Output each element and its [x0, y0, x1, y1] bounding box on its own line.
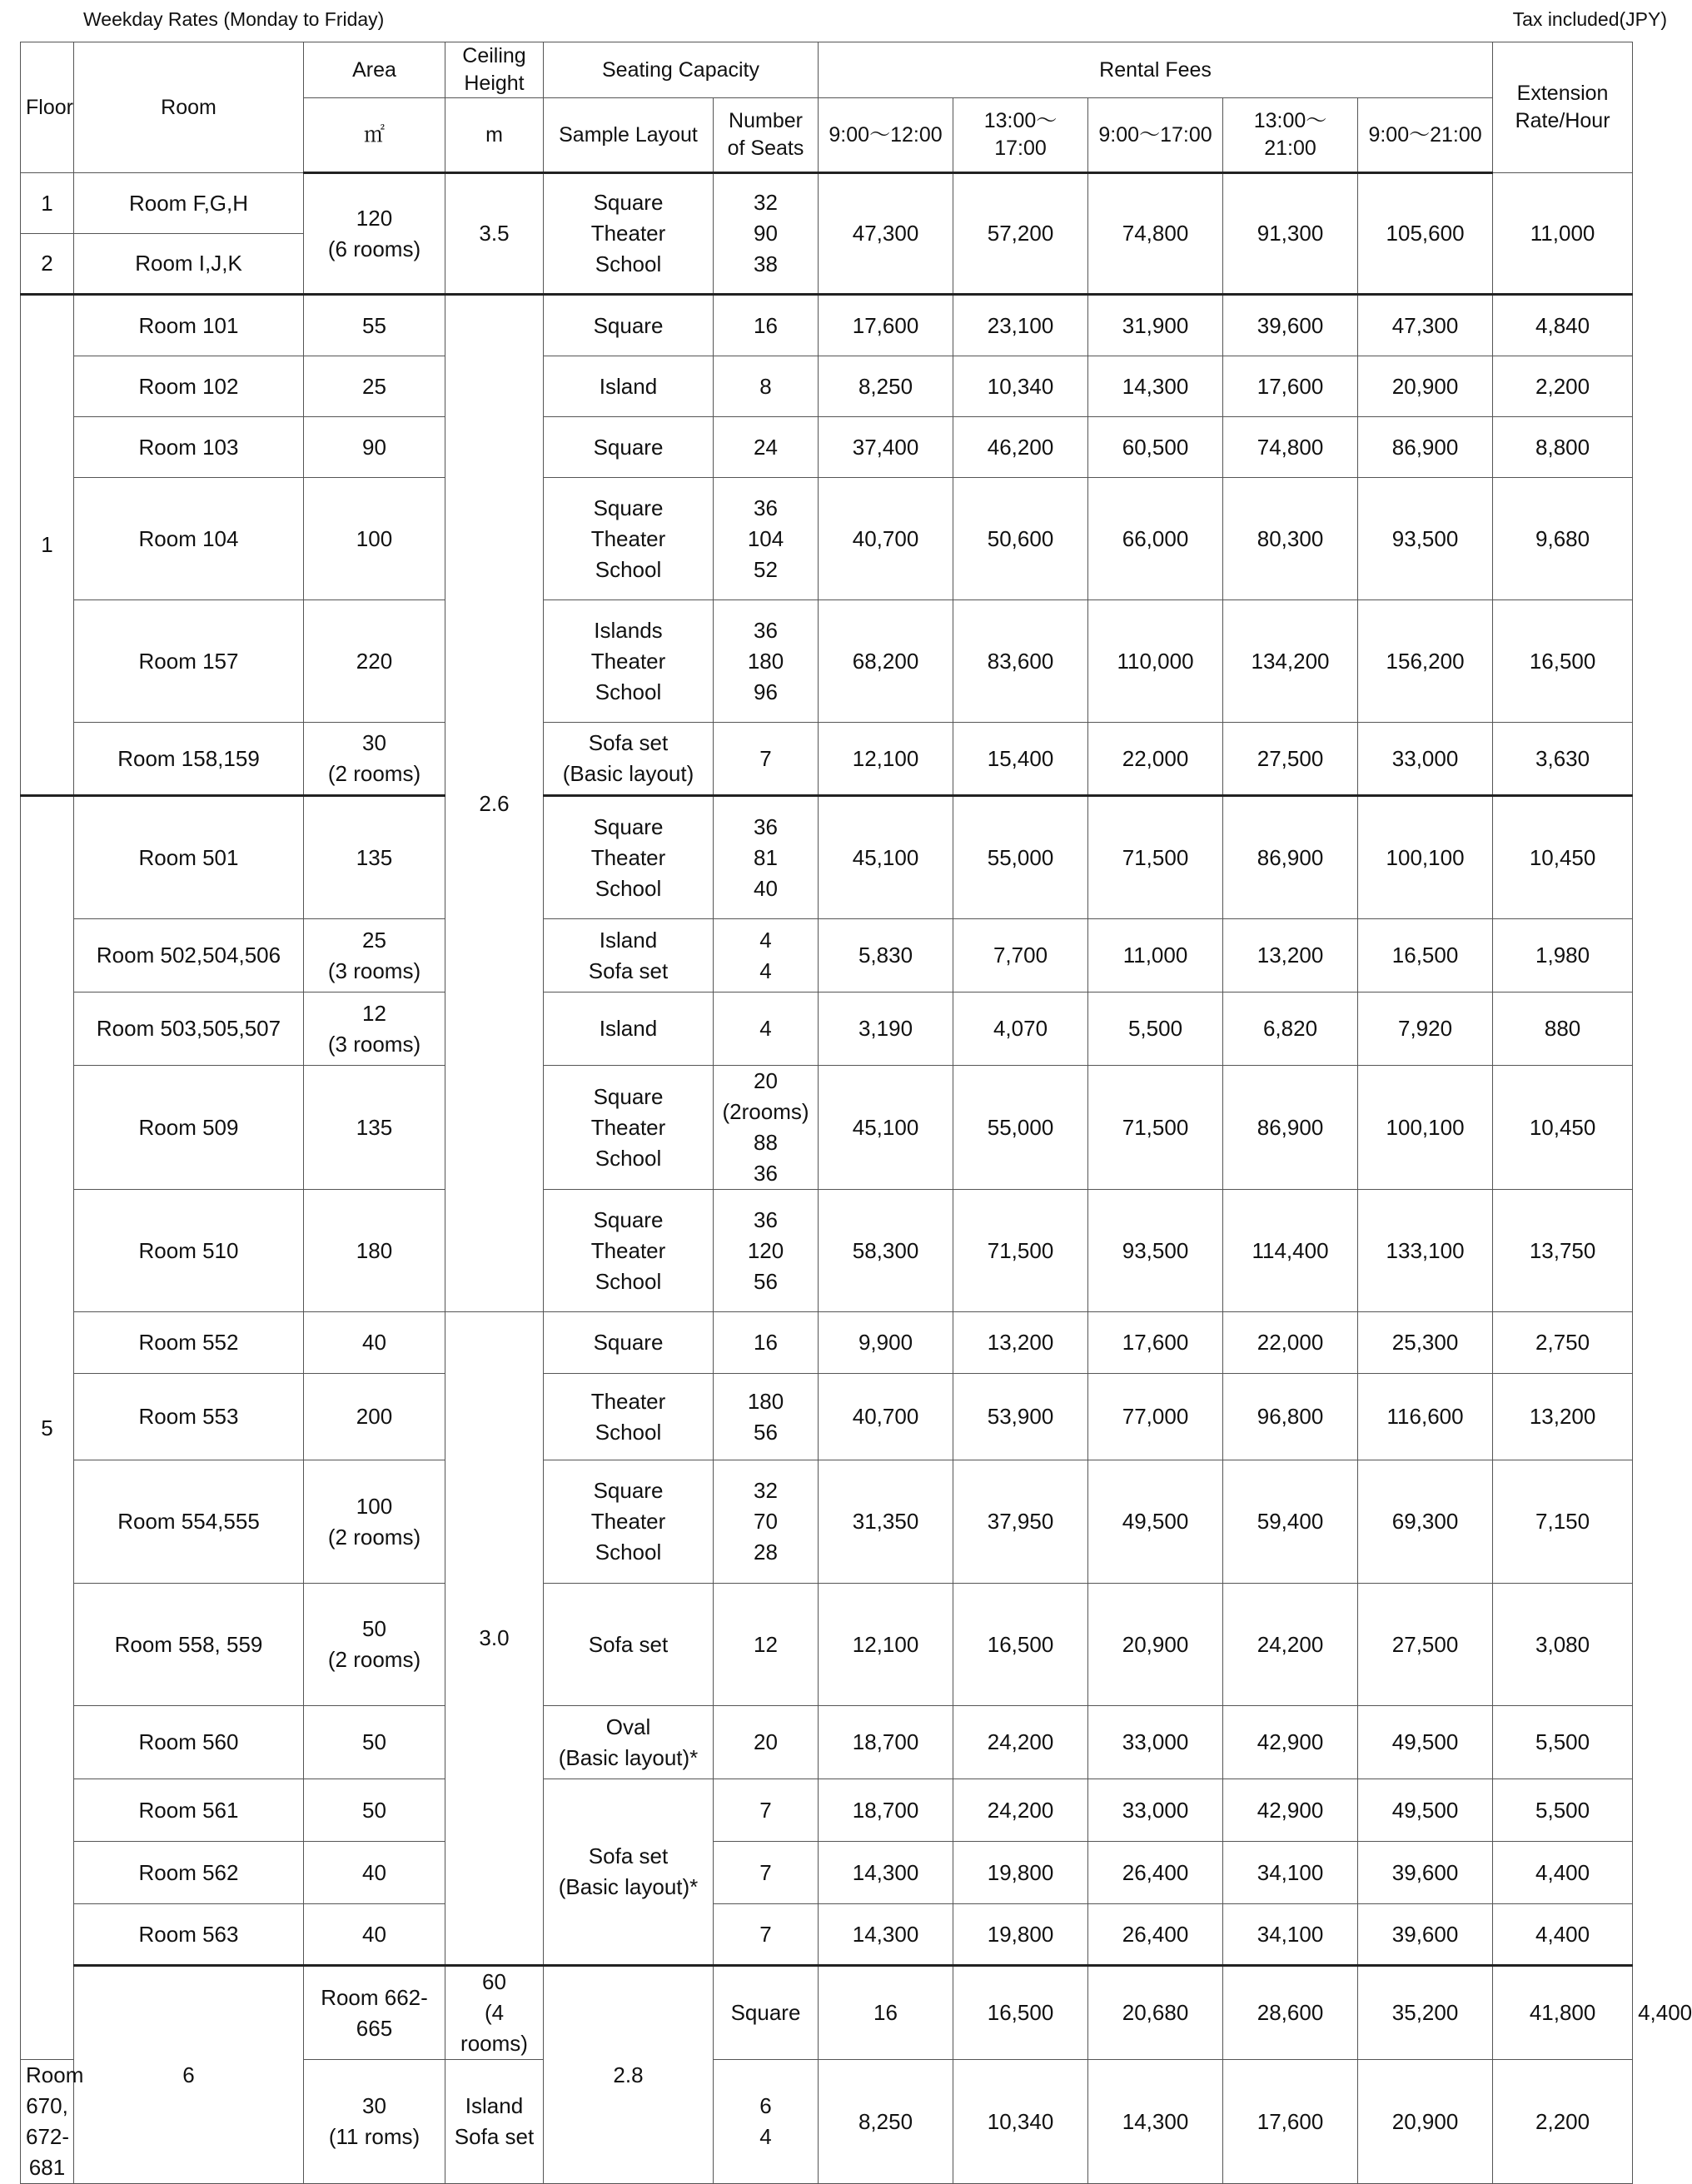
fee-cell: 20,900	[1358, 2060, 1493, 2184]
room-name: Room 103	[74, 417, 304, 478]
floor-cell: 6	[74, 1966, 304, 2184]
seats-cell: 20 (2rooms) 88 36	[714, 1066, 819, 1190]
fee-cell: 13,200	[953, 1312, 1088, 1374]
tax-note: Tax included(JPY)	[1512, 8, 1667, 30]
fee-cell: 49,500	[1358, 1779, 1493, 1842]
area-cell: 12 (3 rooms)	[304, 993, 445, 1066]
fee-cell: 46,200	[953, 417, 1088, 478]
fee-cell: 68,200	[819, 600, 953, 723]
fee-cell: 49,500	[1088, 1460, 1223, 1584]
fee-cell: 24,200	[1223, 1584, 1358, 1706]
fee-cell: 71,500	[1088, 796, 1223, 919]
slot-header: 13:00～17:00	[953, 98, 1088, 173]
room-name: Room F,G,H	[74, 173, 304, 234]
fee-cell: 34,100	[1223, 1842, 1358, 1904]
extension-cell: 3,630	[1493, 723, 1633, 796]
fee-cell: 14,300	[819, 1904, 953, 1966]
seats-cell: 4 4	[714, 919, 819, 993]
fee-cell: 24,200	[953, 1706, 1088, 1779]
fee-cell: 105,600	[1358, 173, 1493, 295]
room-name: Room 102	[74, 356, 304, 417]
room-name: Room 563	[74, 1904, 304, 1966]
fee-cell: 33,000	[1088, 1779, 1223, 1842]
room-name: Room 561	[74, 1779, 304, 1842]
fee-cell: 66,000	[1088, 478, 1223, 600]
extension-cell: 9,680	[1493, 478, 1633, 600]
fee-cell: 26,400	[1088, 1904, 1223, 1966]
area-cell: 25	[304, 356, 445, 417]
fee-cell: 134,200	[1223, 600, 1358, 723]
extension-cell: 1,980	[1493, 919, 1633, 993]
extension-cell: 10,450	[1493, 1066, 1633, 1190]
layout-cell: Islands Theater School	[544, 600, 714, 723]
room-name: Room 662-665	[304, 1966, 445, 2060]
layout-cell: Square Theater School	[544, 1460, 714, 1584]
layout-cell: Square Theater School	[544, 478, 714, 600]
fee-cell: 26,400	[1088, 1842, 1223, 1904]
area-cell: 90	[304, 417, 445, 478]
ceiling-cell: 3.5	[445, 173, 544, 295]
extension-cell: 10,450	[1493, 796, 1633, 919]
fee-cell: 22,000	[1223, 1312, 1358, 1374]
room-name: Room 510	[74, 1190, 304, 1312]
area-cell: 100	[304, 478, 445, 600]
layout-cell: Square Theater School	[544, 173, 714, 295]
fee-cell: 25,300	[1358, 1312, 1493, 1374]
fee-cell: 5,500	[1088, 993, 1223, 1066]
area-cell: 40	[304, 1312, 445, 1374]
fee-cell: 116,600	[1358, 1374, 1493, 1460]
fee-cell: 40,700	[819, 1374, 953, 1460]
seats-cell: 16	[714, 1312, 819, 1374]
extension-cell: 4,400	[1493, 1904, 1633, 1966]
layout-cell: Square	[544, 417, 714, 478]
fee-cell: 96,800	[1223, 1374, 1358, 1460]
fee-cell: 39,600	[1358, 1904, 1493, 1966]
ceiling-cell: 2.8	[544, 1966, 714, 2184]
seats-cell: 8	[714, 356, 819, 417]
extension-cell: 13,200	[1493, 1374, 1633, 1460]
floor-cell: 2	[21, 234, 74, 295]
fee-cell: 27,500	[1358, 1584, 1493, 1706]
area-cell: 30 (11 roms)	[304, 2060, 445, 2184]
room-name: Room 553	[74, 1374, 304, 1460]
room-name: Room 562	[74, 1842, 304, 1904]
fee-cell: 37,950	[953, 1460, 1088, 1584]
slot-header: 9:00～21:00	[1358, 98, 1493, 173]
fee-cell: 50,600	[953, 478, 1088, 600]
extension-cell: 13,750	[1493, 1190, 1633, 1312]
fee-cell: 33,000	[1358, 723, 1493, 796]
fee-cell: 42,900	[1223, 1779, 1358, 1842]
fee-cell: 15,400	[953, 723, 1088, 796]
fee-cell: 71,500	[1088, 1066, 1223, 1190]
extension-cell: 16,500	[1493, 600, 1633, 723]
room-name: Room 554,555	[74, 1460, 304, 1584]
layout-cell: Square	[544, 1312, 714, 1374]
fee-cell: 14,300	[819, 1842, 953, 1904]
room-name: Room 503,505,507	[74, 993, 304, 1066]
area-cell: 55	[304, 295, 445, 356]
extension-cell: 5,500	[1493, 1779, 1633, 1842]
area-cell: 50	[304, 1706, 445, 1779]
fee-cell: 57,200	[953, 173, 1088, 295]
fee-cell: 114,400	[1223, 1190, 1358, 1312]
fee-cell: 40,700	[819, 478, 953, 600]
fee-cell: 91,300	[1223, 173, 1358, 295]
fee-cell: 16,500	[953, 1584, 1088, 1706]
room-name: Room 104	[74, 478, 304, 600]
area-cell: 40	[304, 1842, 445, 1904]
extension-cell: 3,080	[1493, 1584, 1633, 1706]
extension-cell: 4,400	[1493, 1842, 1633, 1904]
seats-cell: 16	[819, 1966, 953, 2060]
seats-cell: 7	[714, 723, 819, 796]
fee-cell: 18,700	[819, 1706, 953, 1779]
room-name: Room 158,159	[74, 723, 304, 796]
fee-cell: 4,070	[953, 993, 1088, 1066]
area-cell: 60 (4 rooms)	[445, 1966, 544, 2060]
fee-cell: 17,600	[1223, 2060, 1358, 2184]
area-cell: 40	[304, 1904, 445, 1966]
fee-cell: 37,400	[819, 417, 953, 478]
fee-cell: 7,700	[953, 919, 1088, 993]
fee-cell: 39,600	[1223, 295, 1358, 356]
fee-cell: 86,900	[1223, 796, 1358, 919]
extension-cell: 11,000	[1493, 173, 1633, 295]
floor-header: Floor	[21, 42, 74, 173]
room-name: Room 509	[74, 1066, 304, 1190]
fee-cell: 59,400	[1223, 1460, 1358, 1584]
layout-cell: Square	[714, 1966, 819, 2060]
fee-cell: 35,200	[1358, 1966, 1493, 2060]
fee-cell: 11,000	[1088, 919, 1223, 993]
area-cell: 50 (2 rooms)	[304, 1584, 445, 1706]
fee-cell: 17,600	[1223, 356, 1358, 417]
fee-cell: 7,920	[1358, 993, 1493, 1066]
seats-cell: 6 4	[714, 2060, 819, 2184]
fee-cell: 20,900	[1088, 1584, 1223, 1706]
fee-cell: 16,500	[953, 1966, 1088, 2060]
layout-cell: Square Theater School	[544, 1066, 714, 1190]
fee-cell: 3,190	[819, 993, 953, 1066]
slot-header: 9:00～12:00	[819, 98, 953, 173]
room-name: Room 560	[74, 1706, 304, 1779]
fee-cell: 49,500	[1358, 1706, 1493, 1779]
fee-cell: 55,000	[953, 796, 1088, 919]
layout-cell: Square	[544, 295, 714, 356]
fee-cell: 58,300	[819, 1190, 953, 1312]
seats-cell: 20	[714, 1706, 819, 1779]
fee-cell: 71,500	[953, 1190, 1088, 1312]
fee-cell: 20,680	[1088, 1966, 1223, 2060]
layout-cell: Island	[544, 356, 714, 417]
slot-header: 9:00～17:00	[1088, 98, 1223, 173]
room-name: Room 501	[74, 796, 304, 919]
ceiling-unit: m	[445, 98, 544, 173]
fee-cell: 86,900	[1223, 1066, 1358, 1190]
room-name: Room 502,504,506	[74, 919, 304, 993]
layout-cell: Square Theater School	[544, 1190, 714, 1312]
ceiling-cell: 2.6	[445, 295, 544, 1312]
table-caption: Weekday Rates (Monday to Friday)	[83, 8, 385, 30]
area-cell: 25 (3 rooms)	[304, 919, 445, 993]
layout-cell: Square Theater School	[544, 796, 714, 919]
fee-cell: 5,830	[819, 919, 953, 993]
fee-cell: 156,200	[1358, 600, 1493, 723]
extension-cell: 4,840	[1493, 295, 1633, 356]
fee-cell: 19,800	[953, 1904, 1088, 1966]
fees-header: Rental Fees	[819, 42, 1493, 98]
extension-cell: 2,200	[1493, 356, 1633, 417]
fee-cell: 6,820	[1223, 993, 1358, 1066]
area-cell: 200	[304, 1374, 445, 1460]
fee-cell: 100,100	[1358, 796, 1493, 919]
area-cell: 30 (2 rooms)	[304, 723, 445, 796]
seating-header: Seating Capacity	[544, 42, 819, 98]
layout-cell: Sofa set (Basic layout)	[544, 723, 714, 796]
area-header: Area	[304, 42, 445, 98]
fee-cell: 23,100	[953, 295, 1088, 356]
room-name: Room 157	[74, 600, 304, 723]
floor-cell: 1	[21, 173, 74, 234]
fee-cell: 28,600	[1223, 1966, 1358, 2060]
seats-cell: 36 104 52	[714, 478, 819, 600]
seats-cell: 24	[714, 417, 819, 478]
fee-cell: 55,000	[953, 1066, 1088, 1190]
extension-cell: 8,800	[1493, 417, 1633, 478]
fee-cell: 39,600	[1358, 1842, 1493, 1904]
layout-cell: Island Sofa set	[445, 2060, 544, 2184]
seats-cell: 7	[714, 1779, 819, 1842]
extension-cell: 7,150	[1493, 1460, 1633, 1584]
layout-cell: Oval (Basic layout)*	[544, 1706, 714, 1779]
area-cell: 135	[304, 796, 445, 919]
seats-cell: 32 70 28	[714, 1460, 819, 1584]
extension-cell: 880	[1493, 993, 1633, 1066]
room-name: Room 101	[74, 295, 304, 356]
extension-header: Extension Rate/Hour	[1493, 42, 1633, 173]
fee-cell: 31,900	[1088, 295, 1223, 356]
fee-cell: 12,100	[819, 723, 953, 796]
fee-cell: 10,340	[953, 356, 1088, 417]
fee-cell: 17,600	[819, 295, 953, 356]
fee-cell: 17,600	[1088, 1312, 1223, 1374]
area-unit: ㎡	[304, 98, 445, 173]
seats-cell: 4	[714, 993, 819, 1066]
fee-cell: 74,800	[1223, 417, 1358, 478]
fee-cell: 8,250	[819, 2060, 953, 2184]
extension-cell: 2,750	[1493, 1312, 1633, 1374]
layout-cell: Sofa set	[544, 1584, 714, 1706]
fee-cell: 93,500	[1088, 1190, 1223, 1312]
fee-cell: 133,100	[1358, 1190, 1493, 1312]
room-header: Room	[74, 42, 304, 173]
fee-cell: 8,250	[819, 356, 953, 417]
fee-cell: 69,300	[1358, 1460, 1493, 1584]
seats-cell: 36 81 40	[714, 796, 819, 919]
area-cell: 120 (6 rooms)	[304, 173, 445, 295]
fee-cell: 110,000	[1088, 600, 1223, 723]
fee-cell: 10,340	[953, 2060, 1088, 2184]
weekday-rates-table: Floor Room Area Ceiling Height Seating Capacity Rental Fees Extension Rate/Hour ㎡ m Sample Layout Number of Seats 9:00～12:00 13:00～17:00 9:00～17:00 13:00～21:00 9:00～21:00 1 Room F,G,H 120 (6 rooms) 3.5 Square Theater School 32 90 38 47,300 57,200 74,800 91,300 105,600 11,000 2 Room I,J,K 1 Room 101 55 2.6 Square 16 17,600 23,100 31,900 39,600 47,300 4,840 Room 102 25 Island 8 8,250 10,340 14,300 17,600 20,900 2,200 Room 103 90 Square 24 37,400 46,200 60,500 74,800 86,900 8,800 Room 104 100 Square Theater School 36 104 52 40,700 50,600 66,000 80,300 93,500 9,680 Room 157 220 Islands Theater School 36 180 96 68,200 83,600 110,000 134,200 156,200 16,500 Room 158,159 30 (2 rooms) Sofa set (Basic layout) 7 12,100 15,400 22,000 27,500 33,000 3,630 5 Room 501 135 Square Theater School 36 81 40 45,100 55,000 71,500 86,900 100,100 10,450 Room 502,504,506 25 (3 rooms) Island Sofa set 4 4 5,830 7,700 11,000 13,200 16,500 1,980 Room 503,505,507 12 (3 rooms) Island 4 3,190 4,070 5,500 6,820 7,920 880 Room 509 135 Square Theater School 20 (2rooms) 88 36 45,100 55,000 71,500 86,900 100,100 10,450 Room 510 180 Square Theater School 36 120 56 58,300 71,500 93,500 114,400 133,100 13,750 Room 552 40 3.0 Square 16 9,900 13,200 17,600 22,000 25,300 2,750 Room 553 200 Theater School 180 56 40,700 53,900 77,000 96,800 116,600 13,200 Room 554,555 100 (2 rooms) Square Theater School 32 70 28 31,350 37,950 49,500 59,400 69,300 7,150 Room 558, 559 50 (2 rooms) Sofa set 12 12,100 16,500 20,900 24,200 27,500 3,080 Room 560 50 Oval (Basic layout)* 20 18,700 24,200 33,000 42,900 49,500 5,500 Room 561 50 Sofa set (Basic layout)* 7 18,700 24,200 33,000 42,900 49,500 5,500 Room 562 40 7 14,300 19,800 26,400 34,100 39,600 4,400 Room 563 40 7 14,300 19,800 26,400 34,100 39,600 4,400 6 Room 662-665 60 (4 rooms) 2.8 Square 16 16,500 20,680 28,600 35,200 41,800 4,400 Room 670, 672-681 30 (11 roms) Island Sofa set 6 4 8,250 10,340 14,300 17,600 20,900 2,200	[20, 42, 1633, 2184]
fee-cell: 14,300	[1088, 356, 1223, 417]
room-name: Room 670, 672-681	[21, 2060, 74, 2184]
extension-cell: 2,200	[1493, 2060, 1633, 2184]
room-name: Room I,J,K	[74, 234, 304, 295]
fee-cell: 16,500	[1358, 919, 1493, 993]
fee-cell: 45,100	[819, 796, 953, 919]
seats-cell: 32 90 38	[714, 173, 819, 295]
fee-cell: 74,800	[1088, 173, 1223, 295]
room-name: Room 552	[74, 1312, 304, 1374]
fee-cell: 20,900	[1358, 356, 1493, 417]
seats-cell: 36 180 96	[714, 600, 819, 723]
fee-cell: 19,800	[953, 1842, 1088, 1904]
fee-cell: 45,100	[819, 1066, 953, 1190]
layout-cell: Sofa set (Basic layout)*	[544, 1779, 714, 1966]
fee-cell: 18,700	[819, 1779, 953, 1842]
fee-cell: 47,300	[1358, 295, 1493, 356]
seats-header: Number of Seats	[714, 98, 819, 173]
layout-cell: Island Sofa set	[544, 919, 714, 993]
fee-cell: 80,300	[1223, 478, 1358, 600]
seats-cell: 16	[714, 295, 819, 356]
fee-cell: 93,500	[1358, 478, 1493, 600]
fee-cell: 42,900	[1223, 1706, 1358, 1779]
ceiling-cell: 3.0	[445, 1312, 544, 1966]
layout-cell: Island	[544, 993, 714, 1066]
fee-cell: 27,500	[1223, 723, 1358, 796]
floor-cell: 5	[21, 796, 74, 2060]
seats-cell: 180 56	[714, 1374, 819, 1460]
extension-cell: 5,500	[1493, 1706, 1633, 1779]
slot-header: 13:00～21:00	[1223, 98, 1358, 173]
room-name: Room 558, 559	[74, 1584, 304, 1706]
seats-cell: 7	[714, 1842, 819, 1904]
seats-cell: 36 120 56	[714, 1190, 819, 1312]
fee-cell: 34,100	[1223, 1904, 1358, 1966]
fee-cell: 53,900	[953, 1374, 1088, 1460]
area-cell: 135	[304, 1066, 445, 1190]
area-cell: 100 (2 rooms)	[304, 1460, 445, 1584]
fee-cell: 13,200	[1223, 919, 1358, 993]
area-cell: 180	[304, 1190, 445, 1312]
seats-cell: 7	[714, 1904, 819, 1966]
fee-cell: 22,000	[1088, 723, 1223, 796]
fee-cell: 12,100	[819, 1584, 953, 1706]
fee-cell: 83,600	[953, 600, 1088, 723]
fee-cell: 77,000	[1088, 1374, 1223, 1460]
fee-cell: 14,300	[1088, 2060, 1223, 2184]
fee-cell: 86,900	[1358, 417, 1493, 478]
fee-cell: 24,200	[953, 1779, 1088, 1842]
seats-cell: 12	[714, 1584, 819, 1706]
fee-cell: 9,900	[819, 1312, 953, 1374]
layout-header: Sample Layout	[544, 98, 714, 173]
area-cell: 220	[304, 600, 445, 723]
fee-cell: 60,500	[1088, 417, 1223, 478]
ceiling-header: Ceiling Height	[445, 42, 544, 98]
fee-cell: 41,800	[1493, 1966, 1633, 2060]
fee-cell: 33,000	[1088, 1706, 1223, 1779]
fee-cell: 31,350	[819, 1460, 953, 1584]
floor-cell: 1	[21, 295, 74, 796]
fee-cell: 100,100	[1358, 1066, 1493, 1190]
layout-cell: Theater School	[544, 1374, 714, 1460]
area-cell: 50	[304, 1779, 445, 1842]
fee-cell: 47,300	[819, 173, 953, 295]
